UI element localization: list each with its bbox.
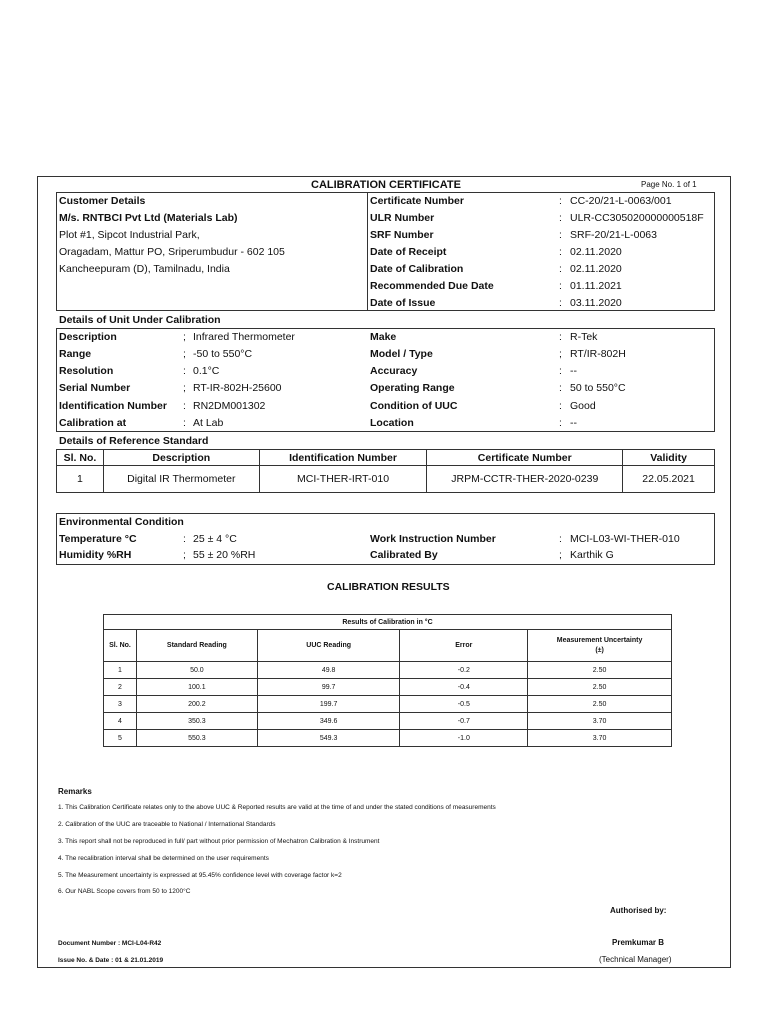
certificate-number-value: CC-20/21-L-0063/001 xyxy=(570,194,672,207)
uuc-identification-number-value: RN2DM001302 xyxy=(193,399,266,412)
results-cell: 200.2 xyxy=(136,696,257,713)
uuc-range-label: Range xyxy=(59,347,92,360)
customer-heading: Customer Details xyxy=(59,194,146,207)
results-cell: 100.1 xyxy=(136,679,257,696)
colon: : xyxy=(559,399,562,412)
ref-col-header: Certificate Number xyxy=(427,450,623,466)
remark-item: 1. This Calibration Certificate relates only to the above UUC & Reported results are valid at the time of and under the stated conditions of measurements xyxy=(58,804,496,811)
remark-item: 2. Calibration of the UUC are traceable to National / International Standards xyxy=(58,821,276,828)
colon: : xyxy=(559,296,562,309)
recommended-due-date-value: 01.11.2021 xyxy=(570,279,622,292)
uuc-accuracy-value: -- xyxy=(570,364,577,377)
customer-address-line: Plot #1, Sipcot Industrial Park, xyxy=(59,228,200,241)
results-cell: 2.50 xyxy=(528,696,672,713)
uuc-identification-number-label: Identification Number xyxy=(59,399,167,412)
remark-item: 5. The Measurement uncertainty is expressed at 95.45% confidence level with coverage factor k=2 xyxy=(58,872,342,879)
column-divider xyxy=(367,192,368,311)
calibrated-by-value: Karthik G xyxy=(570,548,614,561)
uuc-heading: Details of Unit Under Calibration xyxy=(59,313,221,326)
table-row xyxy=(104,730,672,747)
results-cell: 2.50 xyxy=(528,662,672,679)
results-cell: 349.6 xyxy=(257,713,400,730)
results-cell: 2 xyxy=(104,679,137,696)
srf-number-label: SRF Number xyxy=(370,228,434,241)
recommended-due-date-label: Recommended Due Date xyxy=(370,279,494,292)
colon: : xyxy=(183,364,186,377)
remark-item: 3. This report shall not be reproduced in full/ part without prior permission of Mechatron Calibration & Instrument xyxy=(58,838,380,845)
customer-address-line: Oragadam, Mattur PO, Sriperumbudur - 602 105 xyxy=(59,245,285,258)
uuc-serial-number-label: Serial Number xyxy=(59,381,131,394)
uuc-make-value: R-Tek xyxy=(570,330,598,343)
work-instruction-label: Work Instruction Number xyxy=(370,532,496,545)
ref-cell: Digital IR Thermometer xyxy=(103,466,259,493)
table-row xyxy=(104,696,672,713)
certificate-title: CALIBRATION CERTIFICATE xyxy=(311,179,461,191)
table-row xyxy=(104,679,672,696)
signatory-name: Premkumar B xyxy=(612,938,665,947)
customer-name: M/s. RNTBCI Pvt Ltd (Materials Lab) xyxy=(59,211,238,224)
uuc-accuracy-label: Accuracy xyxy=(370,364,418,377)
temperature-value: 25 ± 4 °C xyxy=(193,532,237,545)
uuc-condition-label: Condition of UUC xyxy=(370,399,458,412)
colon: ; xyxy=(559,548,562,561)
colon: : xyxy=(559,211,562,224)
page-number: Page No. 1 of 1 xyxy=(641,180,697,189)
ulr-number-value: ULR-CC305020000000518F xyxy=(570,211,704,224)
colon: : xyxy=(559,532,562,545)
ref-cell: 1 xyxy=(57,466,104,493)
environment-heading: Environmental Condition xyxy=(59,515,184,528)
uuc-calibration-at-value: At Lab xyxy=(193,416,224,429)
ref-col-header: Sl. No. xyxy=(57,450,104,466)
uuc-range-value: -50 to 550°C xyxy=(193,347,253,360)
colon: : xyxy=(183,399,186,412)
ref-col-header: Description xyxy=(103,450,259,466)
customer-address-line: Kancheepuram (D), Tamilnadu, India xyxy=(59,262,230,275)
issue-number-date: Issue No. & Date : 01 & 21.01.2019 xyxy=(58,957,164,964)
table-row xyxy=(104,713,672,730)
colon: : xyxy=(183,532,186,545)
uuc-calibration-at-label: Calibration at xyxy=(59,416,127,429)
uuc-operating-range-value: 50 to 550°C xyxy=(570,381,626,394)
ref-cell: MCI-THER-IRT-010 xyxy=(259,466,427,493)
results-cell: 50.0 xyxy=(136,662,257,679)
humidity-label: Humidity %RH xyxy=(59,548,132,561)
table-row xyxy=(57,466,715,493)
calibrated-by-label: Calibrated By xyxy=(370,548,438,561)
results-cell: 3.70 xyxy=(528,730,672,747)
ref-cell: 22.05.2021 xyxy=(623,466,715,493)
results-cell: 49.8 xyxy=(257,662,400,679)
results-cell: 2.50 xyxy=(528,679,672,696)
colon: : xyxy=(559,416,562,429)
results-cell: 549.3 xyxy=(257,730,400,747)
uuc-description-value: Infrared Thermometer xyxy=(193,330,295,343)
colon: : xyxy=(559,364,562,377)
remark-item: 6. Our NABL Scope covers from 50 to 1200°C xyxy=(58,888,191,895)
results-col-header: UUC Reading xyxy=(257,630,400,662)
uuc-resolution-label: Resolution xyxy=(59,364,114,377)
colon: ; xyxy=(183,347,186,360)
work-instruction-value: MCI-L03-WI-THER-010 xyxy=(570,532,680,545)
results-col-header: Sl. No. xyxy=(104,630,137,662)
uuc-resolution-value: 0.1°C xyxy=(193,364,220,377)
uuc-operating-range-label: Operating Range xyxy=(370,381,455,394)
uuc-location-value: -- xyxy=(570,416,577,429)
colon: ; xyxy=(183,548,186,561)
uuc-model-label: Model / Type xyxy=(370,347,433,360)
certificate-number-label: Certificate Number xyxy=(370,194,464,207)
uuc-make-label: Make xyxy=(370,330,397,343)
remarks-heading: Remarks xyxy=(58,787,92,796)
temperature-label: Temperature °C xyxy=(59,532,137,545)
uuc-condition-value: Good xyxy=(570,399,596,412)
results-cell: 99.7 xyxy=(257,679,400,696)
ulr-number-label: ULR Number xyxy=(370,211,435,224)
ref-col-header: Identification Number xyxy=(259,450,427,466)
results-cell: -0.5 xyxy=(400,696,528,713)
colon: : xyxy=(559,279,562,292)
reference-standard-table xyxy=(56,449,715,493)
results-col-header: Error xyxy=(400,630,528,662)
results-table-title: Results of Calibration in °C xyxy=(104,615,672,630)
colon: : xyxy=(559,194,562,207)
srf-number-value: SRF-20/21-L-0063 xyxy=(570,228,657,241)
uuc-description-label: Description xyxy=(59,330,117,343)
date-of-receipt-label: Date of Receipt xyxy=(370,245,447,258)
authorised-by-label: Authorised by: xyxy=(610,906,667,915)
results-cell: 1 xyxy=(104,662,137,679)
results-cell: 4 xyxy=(104,713,137,730)
colon: ; xyxy=(559,347,562,360)
uuc-location-label: Location xyxy=(370,416,414,429)
results-heading: CALIBRATION RESULTS xyxy=(327,581,450,593)
reference-heading: Details of Reference Standard xyxy=(59,434,209,447)
colon: ; xyxy=(183,381,186,394)
uncertainty-header-text: Measurement Uncertainty xyxy=(556,636,643,644)
colon: : xyxy=(559,262,562,275)
colon: : xyxy=(559,228,562,241)
table-row xyxy=(104,662,672,679)
results-cell: -1.0 xyxy=(400,730,528,747)
ref-cell: JRPM-CCTR-THER-2020-0239 xyxy=(427,466,623,493)
results-cell: -0.4 xyxy=(400,679,528,696)
colon: : xyxy=(559,381,562,394)
remark-item: 4. The recalibration interval shall be determined on the user requirements xyxy=(58,855,269,862)
results-cell: 3 xyxy=(104,696,137,713)
results-cell: 199.7 xyxy=(257,696,400,713)
results-cell: 550.3 xyxy=(136,730,257,747)
humidity-value: 55 ± 20 %RH xyxy=(193,548,256,561)
results-col-header-uncertainty xyxy=(528,630,672,662)
date-of-calibration-value: 02.11.2020 xyxy=(570,262,622,275)
document-number: Document Number : MCI-L04-R42 xyxy=(58,940,162,947)
results-cell: 3.70 xyxy=(528,713,672,730)
uuc-serial-number-value: RT-IR-802H-25600 xyxy=(193,381,282,394)
results-cell: -0.7 xyxy=(400,713,528,730)
date-of-issue-label: Date of Issue xyxy=(370,296,436,309)
date-of-receipt-value: 02.11.2020 xyxy=(570,245,622,258)
results-cell: 5 xyxy=(104,730,137,747)
certificate-page xyxy=(37,176,731,968)
colon: ; xyxy=(183,330,186,343)
colon: : xyxy=(559,245,562,258)
uuc-model-value: RT/IR-802H xyxy=(570,347,626,360)
results-col-header: Standard Reading xyxy=(136,630,257,662)
calibration-results-table xyxy=(103,614,672,747)
results-cell: -0.2 xyxy=(400,662,528,679)
date-of-issue-value: 03.11.2020 xyxy=(570,296,622,309)
colon: : xyxy=(559,330,562,343)
ref-col-header: Validity xyxy=(623,450,715,466)
colon: : xyxy=(183,416,186,429)
results-cell: 350.3 xyxy=(136,713,257,730)
uncertainty-header-sign: (±) xyxy=(595,646,604,654)
date-of-calibration-label: Date of Calibration xyxy=(370,262,464,275)
signatory-role: (Technical Manager) xyxy=(599,955,672,964)
